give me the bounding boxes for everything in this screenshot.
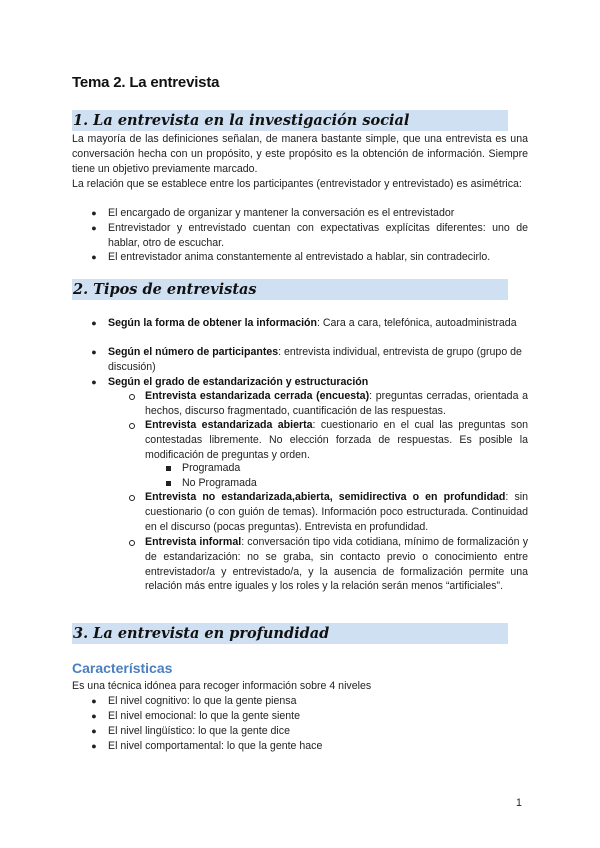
type-item-2-text: : entrevista individual, entrevista de grupo (grupo de discusión) [108, 346, 522, 373]
bullet-icon: ● [91, 347, 97, 357]
document-title: Tema 2. La entrevista [72, 74, 220, 91]
subtype-item-3-text: : sin cuestionario (o con guión de temas). Información poco estructurada. Continuidad en el discurso (pocas preguntas). Entrevista en profundidad. [145, 491, 528, 533]
subtype-item-4 [145, 535, 528, 594]
section-1-bullet-2: Entrevistador y entrevistado cuentan con expectativas explícitas diferentes: uno de hablar, otro de escuchar. [108, 222, 528, 249]
section-1-heading: 1. La entrevista en la investigación social [72, 110, 508, 131]
section-3-intro: Es una técnica idónea para recoger información sobre 4 niveles [72, 680, 372, 692]
subtype-item-2-label: Entrevista estandarizada abierta [145, 419, 313, 431]
square-bullet-icon [166, 481, 171, 486]
bullet-icon: ● [91, 711, 97, 721]
bullet-icon: ● [91, 223, 97, 233]
level-item-2: El nivel emocional: lo que la gente siente [108, 710, 300, 722]
subtype-item-1-label: Entrevista estandarizada cerrada (encuesta) [145, 390, 370, 402]
subsub-item-2: No Programada [182, 477, 257, 489]
bullet-icon: ● [91, 377, 97, 387]
page-number: 1 [516, 797, 522, 809]
circle-bullet-icon [129, 423, 135, 429]
subtype-item-1-text: : preguntas cerradas, orientada a hechos, discurso fragmentado, cuantificación de las respuestas. [145, 390, 529, 417]
type-item-3-label: Según el grado de estandarización y estructuración [108, 376, 369, 388]
type-item-1-label: Según la forma de obtener la información [108, 317, 317, 329]
type-item-2 [108, 345, 528, 375]
subtype-item-3-label: Entrevista no estandarizada,abierta, semidirectiva o en profundidad [145, 491, 506, 503]
section-3-heading: 3. La entrevista en profundidad [72, 623, 508, 644]
bullet-icon: ● [91, 318, 97, 328]
level-item-1: El nivel cognitivo: lo que la gente piensa [108, 695, 297, 707]
square-bullet-icon [166, 466, 171, 471]
subsub-item-1: Programada [182, 462, 241, 474]
bullet-icon: ● [91, 741, 97, 751]
bullet-icon: ● [91, 696, 97, 706]
section-1-paragraph-2: La relación que se establece entre los participantes (entrevistador y entrevistado) es asimétrica: [72, 178, 522, 190]
subtype-item-3 [145, 490, 528, 534]
section-1-bullet-1: El encargado de organizar y mantener la conversación es el entrevistador [108, 207, 455, 219]
type-item-1 [108, 316, 528, 331]
subtype-item-2 [145, 418, 528, 462]
bullet-icon: ● [91, 252, 97, 262]
characteristics-heading: Características [72, 660, 173, 676]
type-item-1-text: : Cara a cara, telefónica, autoadministrada [316, 317, 517, 329]
section-1-bullet-3: El entrevistador anima constantemente al entrevistado a hablar, sin contradecirlo. [108, 251, 491, 263]
type-item-3 [108, 375, 528, 390]
section-1-paragraph-1: La mayoría de las definiciones señalan, de manera bastante simple, que una entrevista es una conversación hecha con un propósito, y este propósito es la obtención de información. Siempre tiene un objetivo previamente marcado. [72, 133, 528, 175]
circle-bullet-icon [129, 495, 135, 501]
type-item-2-label: Según el número de participantes [108, 346, 279, 358]
level-item-3: El nivel lingüístico: lo que la gente dice [108, 725, 290, 737]
bullet-icon: ● [91, 208, 97, 218]
section-2-heading: 2. Tipos de entrevistas [72, 279, 508, 300]
subtype-item-4-text: : conversación tipo vida cotidiana, mínimo de formalización y de estandarización: no se graba, sin contacto previo o conocimiento entre entrevistador/a y entrevistado/a, y la ausencia de formalización permite una relación más entre iguales y los roles y la relación serán menos “artificiales”. [145, 536, 528, 593]
subtype-item-2-text: : cuestionario en el cual las preguntas son contestadas libremente. No elección forzada de respuestas. Es posible la modificación de preguntas y orden. [145, 419, 528, 461]
bullet-icon: ● [91, 726, 97, 736]
circle-bullet-icon [129, 394, 135, 400]
level-item-4: El nivel comportamental: lo que la gente hace [108, 740, 323, 752]
subtype-item-4-label: Entrevista informal [145, 536, 242, 548]
subtype-item-1 [145, 389, 528, 419]
circle-bullet-icon [129, 540, 135, 546]
